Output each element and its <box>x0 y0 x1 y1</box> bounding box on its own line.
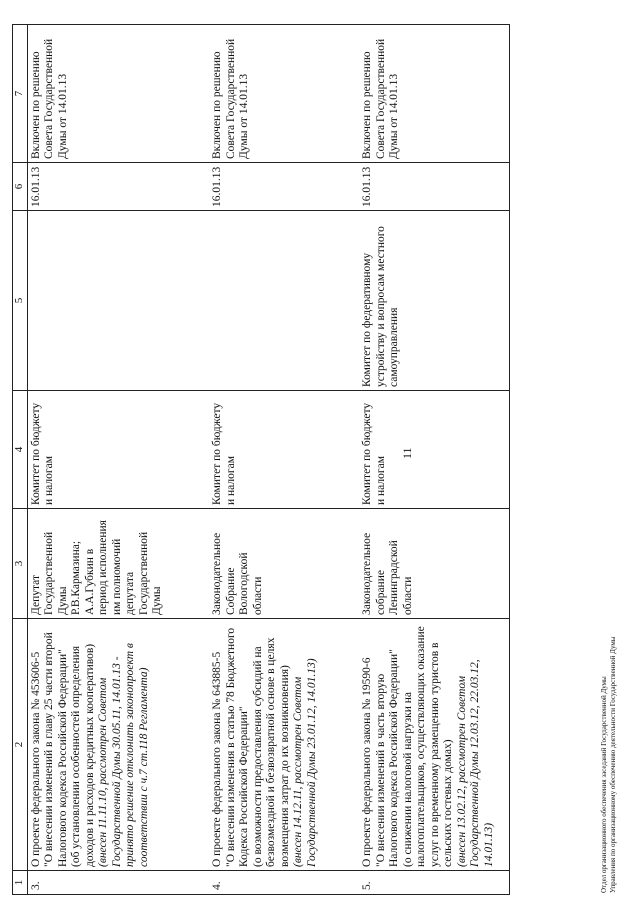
bill-purpose: (об установлении особенностей определения доходов и расходов кредитных кооперативов) <box>70 643 96 867</box>
bill-subject: "О внесении изменений в часть вторую Налогового кодекса Российской Федерации" <box>374 649 400 867</box>
bill-title: О проекте федерального закона № 643885-5 <box>211 651 223 867</box>
column-number: 3 <box>13 509 28 619</box>
row-number: 5. <box>359 871 509 895</box>
bill-subject: "О внесении изменения в статью 78 Бюджетного Кодекса Российской Федерации" <box>224 627 250 867</box>
page-number: 11 <box>400 447 414 459</box>
bill-title: О проекте федерального закона № 453606-5 <box>29 651 42 867</box>
responsible-committee: Комитет по бюджету и налогам <box>359 391 509 509</box>
bill-purpose: (о снижении налоговой нагрузки на налогоплательщиков, осуществляющих оказание услуг по временному размещению туристов в сельских гостевых домах) <box>401 626 454 867</box>
date: 16.01.13 <box>209 163 359 211</box>
bill-description <box>359 619 509 871</box>
bill-purpose: (о возможности предоставления субсидий на безвозмездной и безвозвратной основе в целях возмещения затрат до их возникновения) <box>251 637 291 867</box>
table-row <box>359 25 509 895</box>
table-row <box>209 25 359 895</box>
initiator: Законодательное собрание Ленинградской области <box>359 509 509 619</box>
column-number: 4 <box>13 391 28 509</box>
column-number-row <box>13 25 28 895</box>
responsible-committee: Комитет по бюджету и налогам <box>27 391 209 509</box>
row-number: 4. <box>209 871 359 895</box>
column-number: 7 <box>13 25 28 163</box>
footer-note <box>600 637 618 893</box>
column-number: 5 <box>13 211 28 391</box>
status: Включен по решению Совета Государственной Думы от 14.01.13 <box>359 25 509 163</box>
bill-description <box>209 619 359 871</box>
co-executor: Комитет по федеративному устройству и вопросам местного самоуправления <box>359 211 509 391</box>
initiator: Законодательное Собрание Вологодской области <box>209 509 359 619</box>
bill-history: (внесен 13.02.12, рассмотрен Советом Государственной Думы 12.03.12, 22.03.12, 14.01.13) <box>455 659 495 867</box>
bill-history: (внесен 14.12.11, рассмотрен Советом Государственной Думы 23.01.12, 14.01.13) <box>292 658 318 867</box>
status: Включен по решению Совета Государственной Думы от 14.01.13 <box>27 25 209 163</box>
footer-line: Отдел организационного обеспечения заседаний Государственной Думы <box>600 676 608 893</box>
co-executor <box>27 211 209 391</box>
initiator: Депутат Государственной Думы Р.В.Кармазина; А.А.Губкин в период исполнения им полномочий депутата Государственной Думы <box>27 509 209 619</box>
bill-subject: "О внесении изменений в главу 25 части второй Налогового кодекса Российской Федерации" <box>43 632 69 867</box>
date: 16.01.13 <box>27 163 209 211</box>
agenda-table <box>12 24 510 895</box>
footer-line: Управления по организационному обеспечению деятельности Государственной Думы <box>609 636 617 893</box>
column-number: 2 <box>13 619 28 871</box>
bill-description <box>27 619 209 871</box>
table-row <box>27 25 209 895</box>
column-number: 1 <box>13 871 28 895</box>
bill-title: О проекте федерального закона № 19590-6 <box>361 657 373 867</box>
row-number: 3. <box>27 871 209 895</box>
date: 16.01.13 <box>359 163 509 211</box>
column-number: 6 <box>13 163 28 211</box>
status: Включен по решению Совета Государственной Думы от 14.01.13 <box>209 25 359 163</box>
co-executor <box>209 211 359 391</box>
bill-history: (внесен 11.11.10, рассмотрен Советом Государственной Думы 30.05.11, 14.01.13 - принято решение отклонить законопроект в соответствии с ч.7 ст.118 Регламента) <box>97 643 150 867</box>
responsible-committee: Комитет по бюджету и налогам <box>209 391 359 509</box>
